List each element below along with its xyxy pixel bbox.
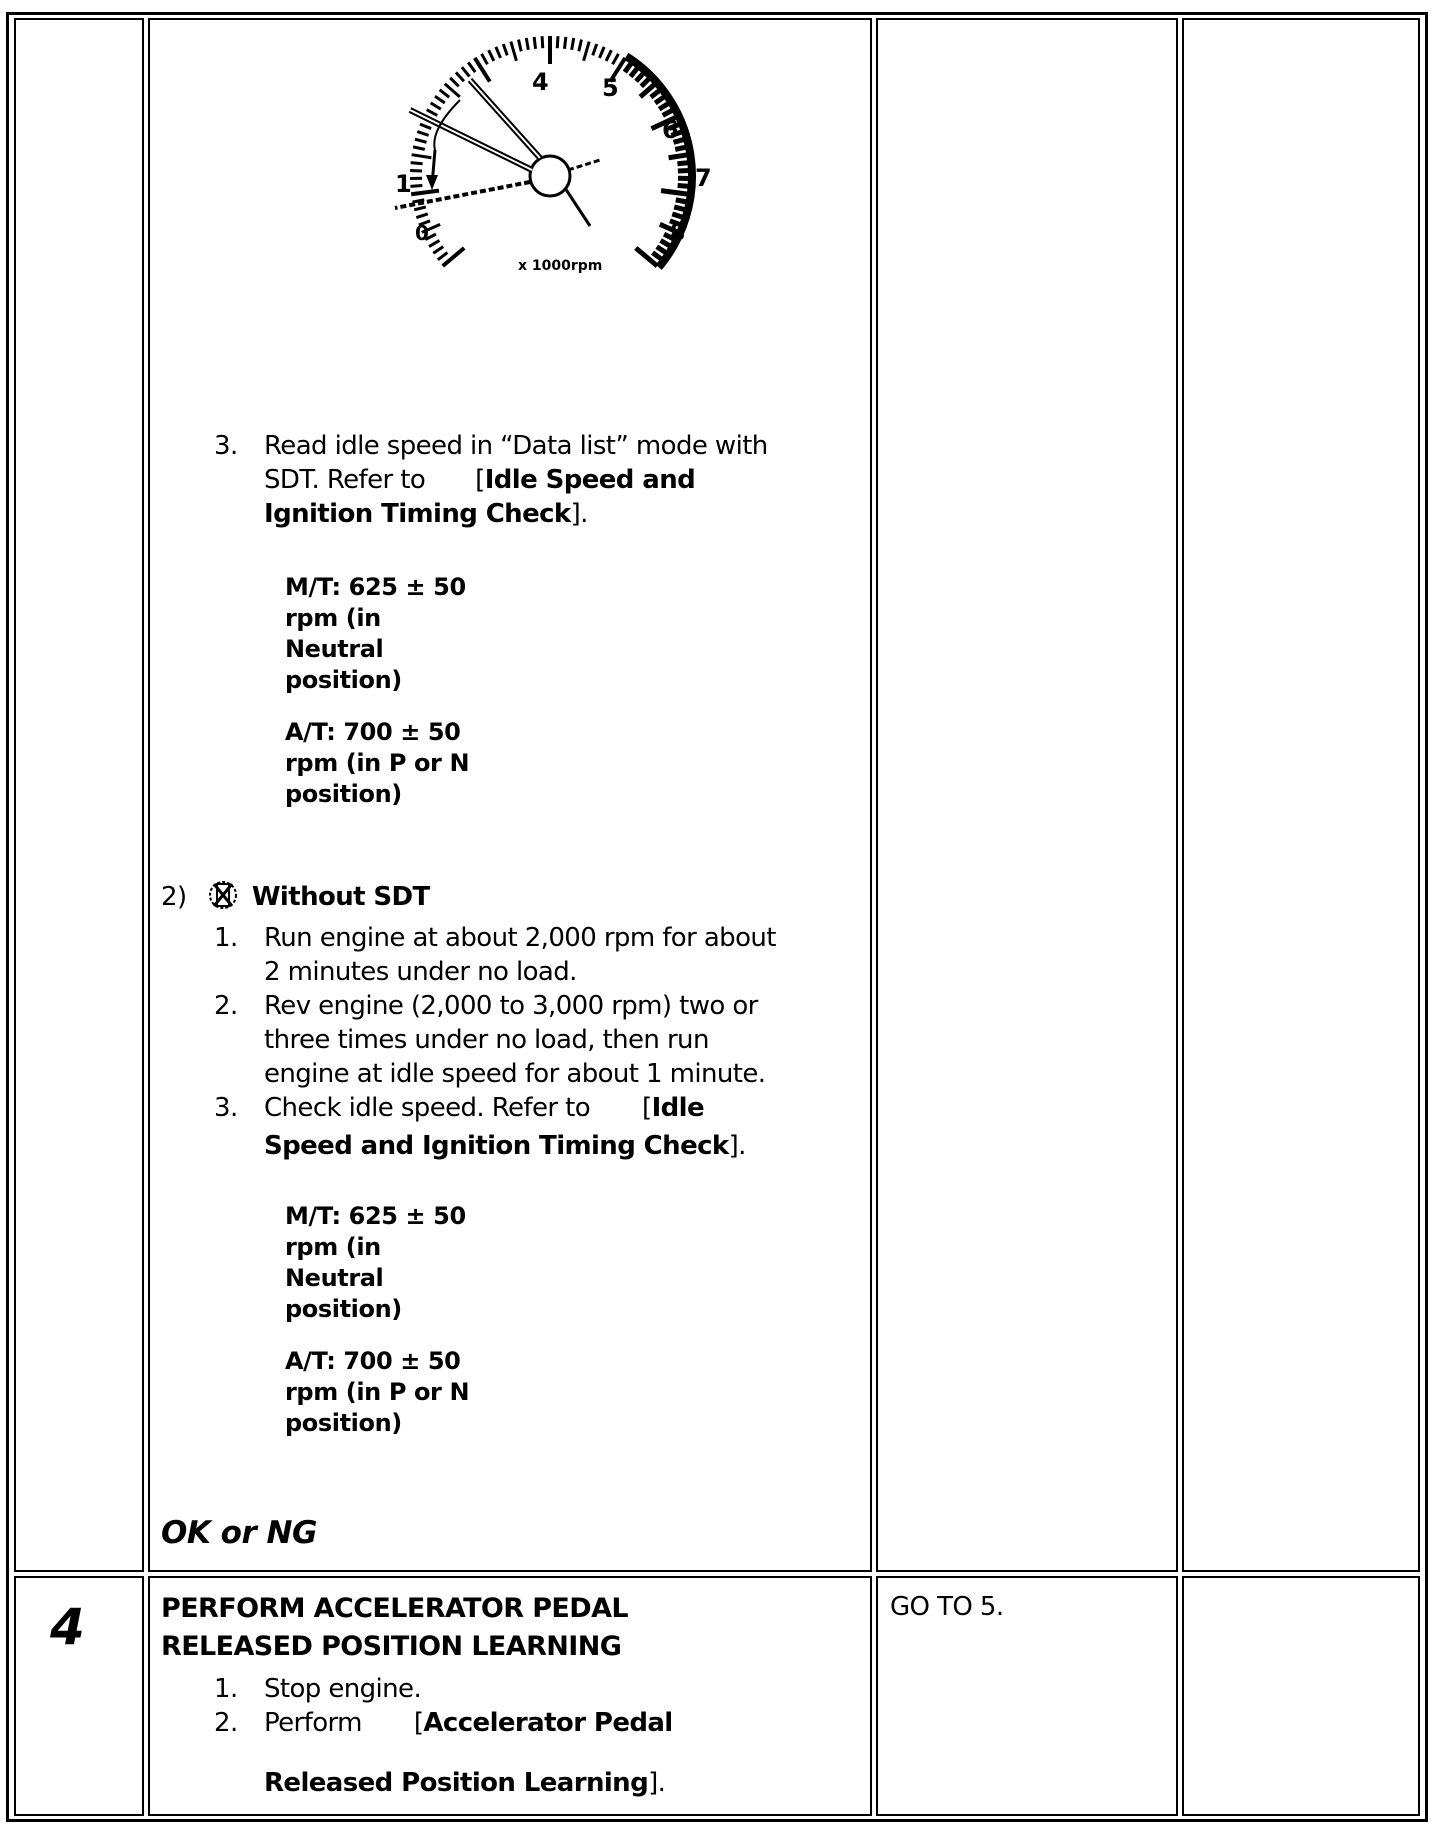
mt-spec	[285, 1201, 466, 1325]
gauge-tick	[482, 54, 488, 64]
spec-line: rpm (in	[285, 604, 381, 632]
gauge-tick	[456, 72, 464, 81]
gauge-tick	[468, 62, 475, 72]
step-4-list	[214, 1672, 673, 1800]
tachometer-figure	[350, 30, 770, 280]
gauge-tick	[613, 54, 619, 64]
list-item	[214, 921, 776, 955]
bracket: [	[413, 1708, 424, 1738]
step-number-cell	[14, 18, 144, 1572]
spec-line: rpm (in	[285, 1233, 381, 1261]
spec-line: A/T: 700 ± 50	[285, 1347, 461, 1375]
spec-line: rpm (in P or N	[285, 749, 470, 777]
gauge-tick	[557, 36, 558, 48]
gauge-tick	[534, 37, 535, 49]
title-line: PERFORM ACCELERATOR PEDAL	[161, 1593, 628, 1624]
step-text: Stop engine.	[264, 1674, 422, 1704]
gauge-tick	[429, 240, 439, 246]
gauge-label-0: 0	[415, 221, 429, 245]
sdt-step-3	[214, 429, 768, 531]
without-sdt-steps	[214, 921, 776, 1163]
bracket: [	[475, 465, 485, 495]
list-item-cont	[214, 1057, 776, 1091]
section-number: 2)	[161, 882, 187, 912]
list-item	[214, 989, 776, 1023]
gauge-tick	[489, 50, 494, 61]
title-line: RELEASED POSITION LEARNING	[161, 1631, 622, 1662]
gauge-tick	[433, 247, 443, 254]
spec-line: rpm (in P or N	[285, 1378, 470, 1406]
list-item-cont	[214, 1023, 776, 1057]
gauge-tick	[496, 47, 501, 58]
step-number: 3.	[214, 1093, 238, 1123]
notes-cell	[1182, 18, 1420, 1572]
spec-line: M/T: 625 ± 50	[285, 1202, 466, 1230]
step-4-title	[161, 1590, 628, 1666]
gauge-unit-label: x 1000rpm	[518, 258, 603, 274]
list-item-cont	[214, 955, 776, 989]
gauge-tick	[599, 47, 604, 58]
at-spec	[285, 1346, 469, 1439]
gauge-tick	[416, 214, 427, 218]
gauge-tick	[519, 40, 522, 52]
step-number: 1.	[214, 923, 238, 953]
gauge-tick	[606, 50, 611, 61]
step-text: SDT. Refer to	[264, 465, 426, 495]
spec-line: position)	[285, 1295, 402, 1323]
gauge-tick	[438, 253, 448, 260]
gauge-label-6: 6	[662, 116, 679, 144]
spec-line: position)	[285, 780, 402, 808]
spec-line: Neutral	[285, 635, 384, 663]
gauge-tick	[410, 185, 422, 186]
step-text: Run engine at about 2,000 rpm for about	[264, 923, 776, 953]
at-spec	[285, 717, 469, 810]
gauge-tick	[450, 78, 459, 86]
gauge-tick	[443, 248, 464, 266]
section-title: Without SDT	[251, 882, 430, 912]
gauge-tick	[669, 155, 689, 158]
idle-speed-link[interactable]: Idle Speed and	[484, 465, 696, 495]
bracket: ].	[570, 499, 588, 529]
gauge-tick	[511, 42, 517, 61]
gauge-label-7: 7	[695, 164, 712, 192]
step-number-4: 4	[50, 1598, 85, 1656]
list-item-cont	[214, 1766, 673, 1800]
bracket: ].	[728, 1131, 746, 1161]
step-text: Perform	[264, 1708, 362, 1738]
idle-speed-link-cont[interactable]: Ignition Timing Check	[264, 499, 571, 529]
step-text: Rev engine (2,000 to 3,000 rpm) two or	[264, 991, 758, 1021]
gauge-tick	[526, 38, 528, 50]
list-item	[214, 1672, 673, 1706]
gauge-tick	[462, 67, 470, 76]
gauge-tick	[564, 37, 565, 49]
step-number: 2.	[214, 991, 238, 1021]
gauge-tick	[593, 44, 597, 55]
mt-spec	[285, 572, 466, 696]
gauge-label-4: 4	[532, 68, 549, 96]
gauge-hub	[530, 156, 570, 196]
ok-or-ng-prompt: OK or NG	[161, 1515, 317, 1551]
step-text: Check idle speed. Refer to	[264, 1093, 591, 1123]
list-item	[214, 1706, 673, 1740]
gauge-ticks	[410, 36, 692, 267]
idle-speed-link-cont[interactable]: Speed and Ignition Timing Check	[264, 1131, 729, 1161]
gauge-tick	[420, 124, 431, 128]
notes-cell	[1182, 1576, 1420, 1816]
gauge-tick	[413, 147, 425, 149]
result-cell	[876, 18, 1178, 1572]
idle-speed-link[interactable]: Idle	[651, 1093, 705, 1123]
list-item-cont	[214, 1129, 776, 1163]
step-text: three times under no load, then run	[264, 1025, 709, 1055]
gauge-tick	[431, 103, 441, 109]
step-4-result: GO TO 5.	[890, 1592, 1004, 1622]
gauge-tick	[572, 38, 574, 50]
gauge-tick	[412, 155, 432, 158]
spec-line: A/T: 700 ± 50	[285, 718, 461, 746]
gauge-label-5: 5	[602, 74, 619, 102]
accelerator-pedal-link[interactable]: Accelerator Pedal	[423, 1708, 673, 1738]
bracket: [	[642, 1093, 652, 1123]
gauge-tick	[414, 207, 426, 210]
spec-line: position)	[285, 666, 402, 694]
without-sdt-heading	[161, 878, 430, 914]
spec-line: Neutral	[285, 1264, 384, 1292]
gauge-tick	[417, 132, 428, 136]
spec-line: position)	[285, 1409, 402, 1437]
step-text: Read idle speed in “Data list” mode with	[264, 431, 768, 461]
gauge-tick	[584, 42, 590, 61]
spec-line: M/T: 625 ± 50	[285, 573, 466, 601]
step-text: 2 minutes under no load.	[264, 957, 577, 987]
bracket: ].	[648, 1768, 666, 1798]
no-sdt-icon	[208, 878, 238, 912]
step-number: 1.	[214, 1674, 238, 1704]
gauge-tick	[415, 139, 427, 142]
gauge-label-8: 8	[670, 221, 686, 246]
gauge-tick	[440, 90, 449, 97]
gauge-tick	[579, 40, 582, 52]
gauge-tick	[503, 44, 507, 55]
gauge-tick	[427, 110, 438, 116]
gauge-tick	[411, 163, 423, 164]
gauge-tick	[411, 191, 439, 195]
gauge-tick	[542, 36, 543, 48]
gauge-tick	[661, 191, 689, 195]
step-text: engine at idle speed for about 1 minute.	[264, 1059, 766, 1089]
gauge-tick	[435, 96, 445, 103]
gauge-label-1: 1	[395, 170, 412, 198]
step-number: 3.	[214, 431, 238, 461]
accelerator-pedal-link-cont[interactable]: Released Position Learning	[264, 1768, 649, 1798]
list-item	[214, 1091, 776, 1125]
step-number: 2.	[214, 1708, 238, 1738]
